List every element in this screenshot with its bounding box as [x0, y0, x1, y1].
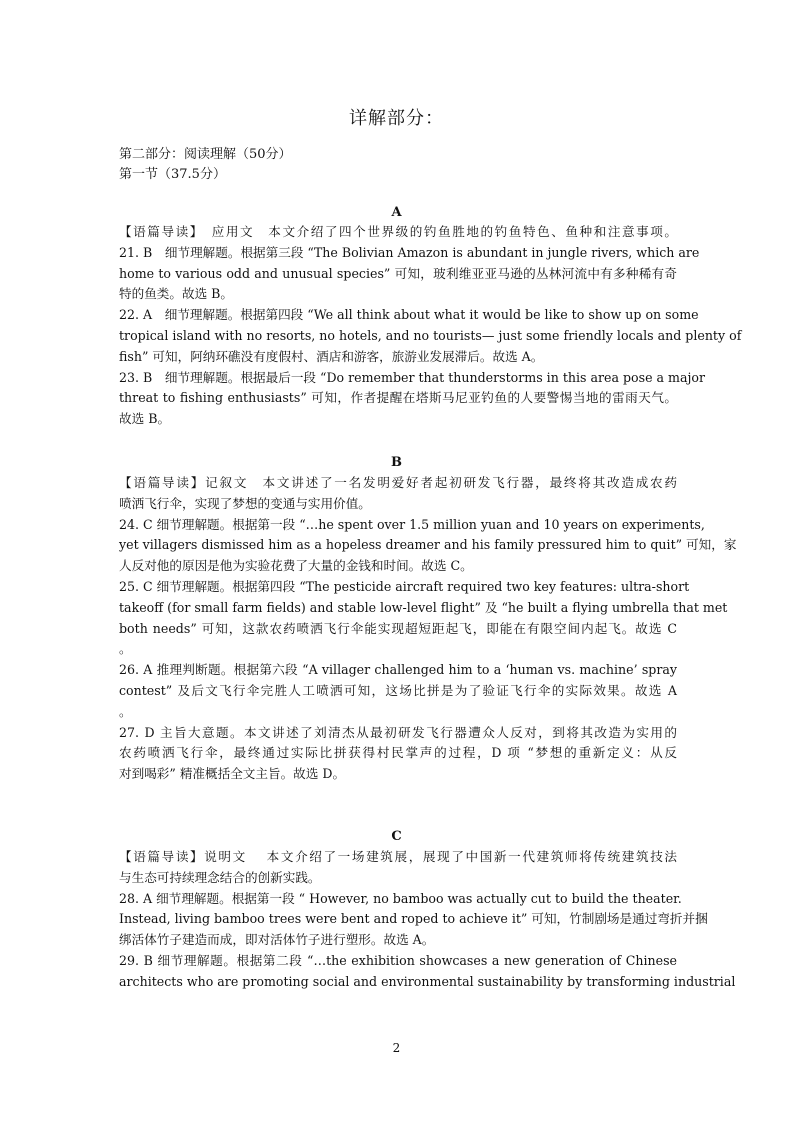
text-line: 与生态可持续理念结合的创新实践。 [119, 869, 321, 885]
text-line: 故选 B。 [119, 411, 171, 427]
text-line: 喷洒飞行伞，实现了梦想的变通与实用价值。 [119, 495, 371, 511]
text-line: Instead, living bamboo trees were bent and roped to achieve it” 可知，竹制剧场是通过弯折并捆 [119, 911, 708, 927]
text-line: takeoff (for small farm fields) and stable low-level flight” 及 “he built a flying umbrella that met [119, 599, 728, 615]
text-line: 【语篇导读】记叙文 本文讲述了一名发明爱好者起初研发飞行器，最终将其改造成农药 [119, 475, 677, 490]
section-b-body [119, 473, 737, 785]
section-a-label: A [391, 205, 402, 220]
text-line: 24. C 细节理解题。根据第一段 “…he spent over 1.5 million yuan and 10 years on experiments, [119, 516, 705, 532]
text-line: both needs” 可知，这款农药喷洒飞行伞能实现超短距起飞，即能在有限空间内起飞。故选 C [119, 620, 677, 636]
text-line: home to various odd and unusual species” 可知，玻利维亚亚马逊的丛林河流中有多种稀有奇 [119, 265, 677, 281]
text-line: 21. B 细节理解题。根据第三段 “The Bolivian Amazon is abundant in jungle rivers, which are [119, 244, 700, 260]
text-line: 对到喝彩” 精准概括全文主旨。故选 D。 [119, 766, 346, 782]
text-line: yet villagers dismissed him as a hopeless dreamer and his family pressured him to quit” 可知，家 [119, 537, 737, 553]
text-line: architects who are promoting social and environmental sustainability by transforming industrial [119, 973, 736, 989]
text-line: 29. B 细节理解题。根据第二段 “…the exhibition showcases a new generation of Chinese [119, 952, 677, 968]
text-line: 农药喷洒飞行伞，最终通过实际比拼获得村民掌声的过程，D 项 “梦想的重新定义：从反 [119, 745, 677, 761]
text-line: 特的鱼类。故选 B。 [119, 286, 234, 302]
part-heading: 第二部分：阅读理解（50分） [119, 147, 292, 162]
text-line: 22. A 细节理解题。根据第四段 “We all think about what it would be like to show up on some [119, 307, 699, 323]
page-number: 2 [392, 1041, 401, 1055]
text-line: threat to fishing enthusiasts” 可知，作者提醒在塔斯马尼亚钓鱼的人要警惕当地的雷雨天气。 [119, 390, 677, 406]
section-b-label: B [391, 455, 402, 470]
text-line: 26. A 推理判断题。根据第六段 “A villager challenged him to a ‘human vs. machine’ spray [119, 662, 677, 678]
page-title: 详解部分： [349, 108, 444, 129]
text-line: 绑活体竹子建造而成，即对活体竹子进行塑形。故选 A。 [119, 932, 435, 948]
text-line: fish” 可知，阿纳环礁没有度假村、酒店和游客，旅游业发展滞后。故选 A。 [119, 348, 544, 364]
text-line: 【语篇导读】 应用文 本文介绍了四个世界级的钓鱼胜地的钓鱼特色、鱼种和注意事项。 [119, 224, 677, 239]
text-line: tropical island with no resorts, no hotels, and no tourists— just some friendly locals and plenty of [119, 327, 742, 343]
text-line: 人反对他的原因是他为实验花费了大量的金钱和时间。故选 C。 [119, 558, 473, 574]
section-c-label: C [391, 829, 402, 844]
text-line: 27. D 主旨大意题。本文讲述了刘清杰从最初研发飞行器遭众人反对，到将其改造为实用的 [119, 724, 677, 740]
text-line: 。 [119, 641, 132, 657]
text-line: 。 [119, 703, 132, 719]
text-line: 23. B 细节理解题。根据最后一段 “Do remember that thunderstorms in this area pose a major [119, 369, 706, 385]
text-line: contest” 及后文飞行伞完胜人工喷洒可知，这场比拼是为了验证飞行伞的实际效果。故选 A [119, 682, 677, 698]
section-a-body [119, 222, 742, 430]
text-line: 【语篇导读】说明文 本文介绍了一场建筑展，展现了中国新一代建筑师将传统建筑技法 [119, 849, 677, 864]
section-heading: 第一节（37.5分） [119, 167, 226, 182]
text-line: 28. A 细节理解题。根据第一段 “ However, no bamboo was actually cut to build the theater. [119, 890, 682, 906]
section-c-body [119, 847, 736, 993]
text-line: 25. C 细节理解题。根据第四段 “The pesticide aircraft required two key features: ultra-short [119, 578, 690, 594]
